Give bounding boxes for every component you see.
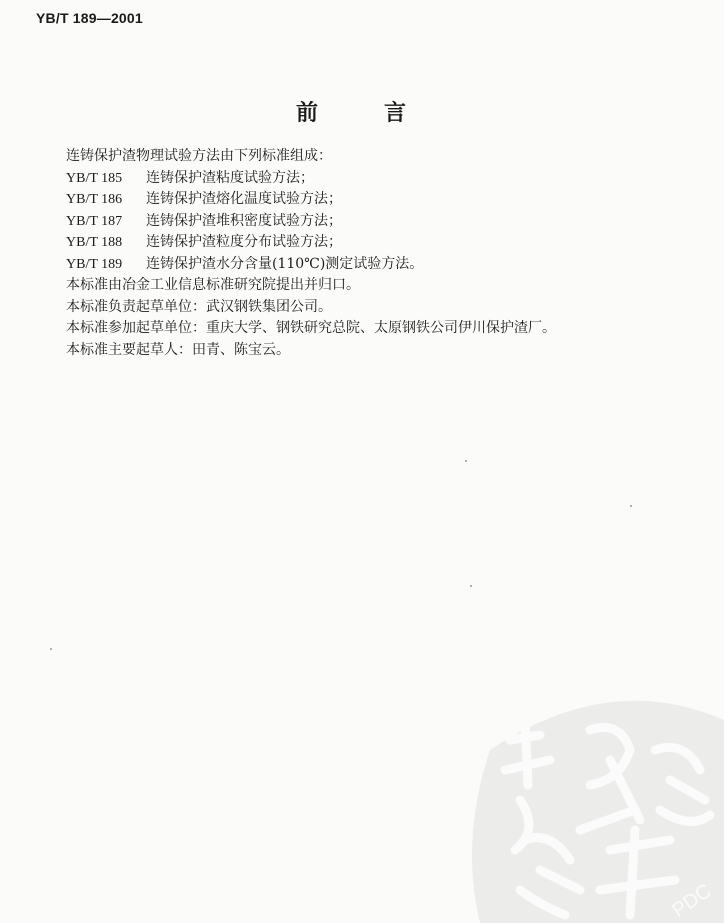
standard-item: [66, 168, 556, 190]
standard-name: 连铸保护渣熔化温度试验方法；: [146, 191, 342, 207]
participating-drafters-statement: 本标准参加起草单位：重庆大学、钢铁研究总院、太原钢铁公司伊川保护渣厂。: [66, 320, 556, 336]
standard-item: [66, 232, 556, 254]
scan-speck: [465, 460, 467, 462]
standard-item: [66, 254, 556, 276]
seal-watermark-graphic: [470, 690, 724, 923]
page-title: 前言: [296, 100, 473, 126]
lead-drafter-statement: 本标准负责起草单位：武汉钢铁集团公司。: [66, 298, 332, 315]
scan-speck: [630, 505, 632, 507]
standard-item: [66, 189, 556, 211]
scan-speck: [50, 648, 52, 650]
standard-code: YB/T 189: [66, 256, 123, 272]
scan-speck: [470, 585, 472, 587]
standard-code: YB/T 188: [66, 235, 123, 250]
watermark-text: PDC: [668, 879, 716, 923]
main-authors-statement: 本标准主要起草人：田青、陈宝云。: [66, 341, 290, 358]
standard-name: 连铸保护渣水分含量(110℃)测定试验方法。: [146, 255, 424, 272]
standard-code-header: YB/T 189—2001: [36, 10, 143, 26]
standard-item: [66, 211, 556, 233]
standard-name: 连铸保护渣粒度分布试验方法；: [146, 234, 342, 250]
standard-code: YB/T 187: [66, 213, 123, 229]
standard-code: YB/T 186: [66, 192, 123, 207]
standard-code: YB/T 185: [66, 170, 123, 186]
standard-name: 连铸保护渣堆积密度试验方法；: [146, 212, 342, 229]
intro-line: 连铸保护渣物理试验方法由下列标准组成：: [66, 148, 332, 164]
proposer-statement: 本标准由冶金工业信息标准研究院提出并归口。: [66, 277, 360, 293]
foreword-body: [66, 146, 556, 361]
seal-watermark: [470, 690, 724, 923]
standard-name: 连铸保护渣粘度试验方法；: [146, 169, 314, 186]
